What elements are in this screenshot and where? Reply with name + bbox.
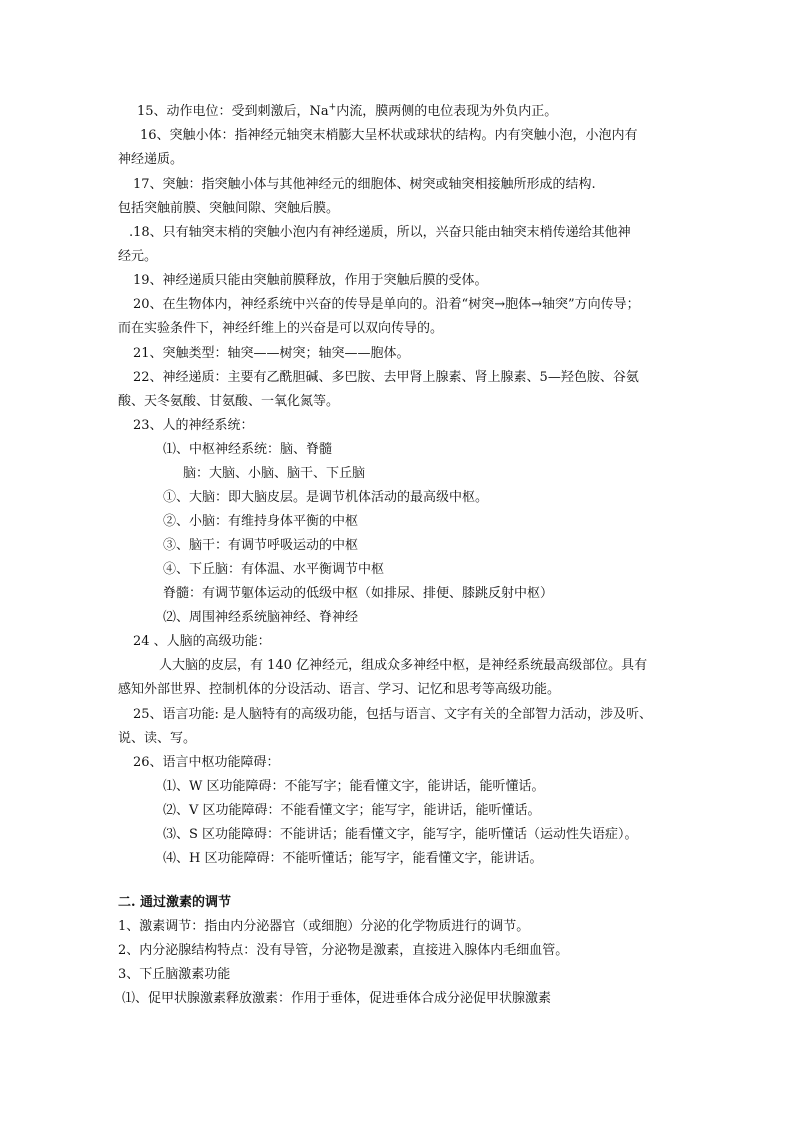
- item-18-line-1: .18、只有轴突末梢的突触小泡内有神经递质，所以，兴奋只能由轴突末梢传递给其他神: [129, 225, 631, 240]
- item-24-line-2: 感知外部世界、控制机体的分设活动、语言、学习、记忆和思考等高级功能。: [118, 682, 561, 697]
- item-15-text-b: 内流，膜两侧的电位表现为外负内正。: [336, 104, 558, 119]
- item-24: 24 、人脑的高级功能：: [133, 634, 271, 649]
- item-16-line-1: 16、突触小体：指神经元轴突末梢膨大呈杯状或球状的结构。内有突触小泡，小泡内有: [140, 128, 638, 143]
- item-26-w-area: ⑴、W 区功能障碍：不能写字；能看懂文字，能讲话，能听懂话。: [163, 779, 545, 794]
- item-26: 26、语言中枢功能障碍：: [133, 755, 280, 770]
- hormone-item-3: 3、下丘脑激素功能: [118, 967, 231, 982]
- hormone-item-1: 1、激素调节：指由内分泌器官（或细胞）分泌的化学物质进行的调节。: [118, 919, 530, 934]
- item-22-line-1: 22、神经递质：主要有乙酰胆碱、多巴胺、去甲肾上腺素、肾上腺素、5—羟色胺、谷氨: [133, 370, 639, 385]
- item-15: [137, 104, 557, 120]
- item-15-superscript: +: [328, 102, 337, 113]
- item-23-spinal-cord: 脊髓：有调节躯体运动的低级中枢（如排尿、排便、膝跳反射中枢）: [163, 586, 554, 601]
- item-25-line-2: 说、读、写。: [118, 731, 197, 746]
- item-23-peripheral-nervous-system: ⑵、周围神经系统脑神经、脊神经: [163, 610, 359, 625]
- item-17-line-2: 包括突触前膜、突触间隙、突触后膜。: [118, 201, 340, 216]
- item-21: 21、突触类型：轴突——树突；轴突——胞体。: [133, 346, 410, 361]
- item-24-line-1: 人大脑的皮层，有 140 亿神经元，组成众多神经中枢，是神经系统最高级部位。具有: [159, 658, 648, 673]
- item-16-line-2: 神经递质。: [118, 152, 184, 167]
- item-22-line-2: 酸、天冬氨酸、甘氨酸、一氧化氮等。: [118, 394, 340, 409]
- item-25-line-1: 25、语言功能: 是人脑特有的高级功能，包括与语言、文字有关的全部智力活动，涉及听、: [133, 707, 653, 722]
- item-23-brainstem: ③、脑干：有调节呼吸运动的中枢: [163, 538, 359, 553]
- item-15-text-a: 15、动作电位：受到刺激后，Na: [137, 104, 329, 119]
- item-20-line-1: 20、在生物体内，神经系统中兴奋的传导是单向的。沿着“树突→胞体→轴突”方向传导；: [133, 297, 640, 312]
- item-23-cerebrum: ①、大脑：即大脑皮层。是调节机体活动的最高级中枢。: [163, 490, 489, 505]
- item-18-line-2: 经元。: [118, 249, 158, 264]
- item-23-brain: 脑：大脑、小脑、脑干、下丘脑: [183, 466, 366, 481]
- item-26-s-area: ⑶、S 区功能障碍：不能讲话；能看懂文字，能写字，能听懂话（运动性失语症）。: [163, 827, 638, 842]
- item-23-hypothalamus: ④、下丘脑：有体温、水平衡调节中枢: [163, 562, 385, 577]
- item-26-h-area: ⑷、H 区功能障碍：不能听懂话；能写字，能看懂文字，能讲话。: [163, 851, 543, 866]
- hormone-item-2: 2、内分泌腺结构特点：没有导管，分泌物是激素，直接进入腺体内毛细血管。: [118, 943, 569, 958]
- item-23-central-nervous-system: ⑴、中枢神经系统：脑、脊髓: [163, 442, 333, 457]
- item-19: 19、神经递质只能由突触前膜释放，作用于突触后膜的受体。: [133, 273, 488, 288]
- item-26-v-area: ⑵、V 区功能障碍：不能看懂文字；能写字，能讲话，能听懂话。: [163, 803, 541, 818]
- hormone-item-3-1: ⑴、促甲状腺激素释放激素：作用于垂体，促进垂体合成分泌促甲状腺激素: [122, 991, 552, 1006]
- item-23: 23、人的神经系统：: [133, 418, 254, 433]
- section-heading-hormone: 二. 通过激素的调节: [118, 895, 232, 910]
- item-20-line-2: 而在实验条件下，神经纤维上的兴奋是可以双向传导的。: [118, 321, 444, 336]
- item-17-line-1: 17、突触：指突触小体与其他神经元的细胞体、树突或轴突相接触所形成的结构.: [133, 177, 596, 192]
- item-23-cerebellum: ②、小脑：有维持身体平衡的中枢: [163, 514, 359, 529]
